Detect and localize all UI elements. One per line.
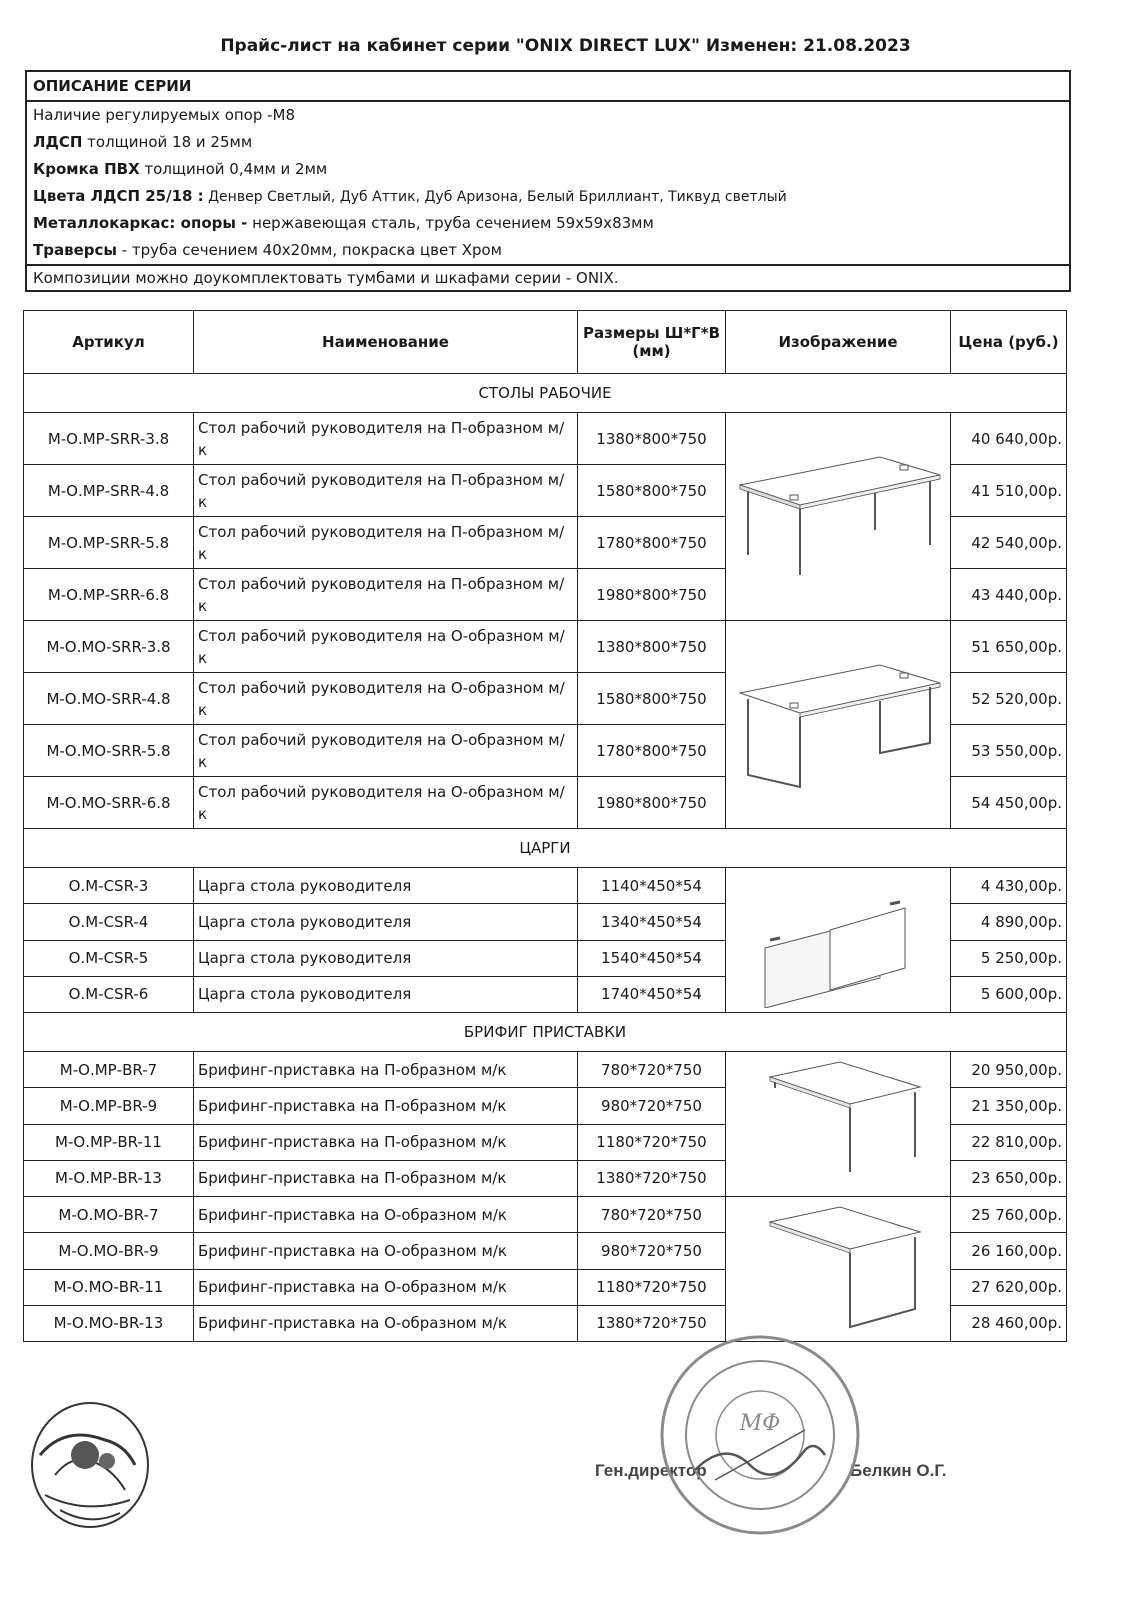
price-cell: 5 600,00р.	[951, 976, 1067, 1012]
footer	[0, 1411, 1131, 1560]
size-cell: 1780*800*750	[578, 725, 726, 777]
series-description	[25, 70, 1071, 292]
size-cell: 1340*450*54	[578, 904, 726, 940]
product-image	[726, 621, 951, 829]
price-cell: 4 430,00р.	[951, 868, 1067, 904]
name-cell: Брифинг-приставка на П-образном м/к	[194, 1124, 578, 1160]
table-header-row	[24, 311, 1067, 374]
size-cell: 980*720*750	[578, 1233, 726, 1269]
table-row	[24, 868, 1067, 904]
article-cell: О.М-CSR-6	[24, 976, 194, 1012]
name-cell: Царга стола руководителя	[194, 868, 578, 904]
header-article: Артикул	[24, 311, 194, 374]
article-cell: М-О.МР-BR-7	[24, 1052, 194, 1088]
product-drawing-icon	[730, 1197, 950, 1337]
product-image	[726, 413, 951, 621]
name-cell: Стол рабочий руководителя на О-образном м/к	[194, 725, 578, 777]
section-row	[24, 1013, 1067, 1052]
table-row	[24, 1052, 1067, 1088]
name-cell: Царга стола руководителя	[194, 904, 578, 940]
header-price: Цена (руб.)	[951, 311, 1067, 374]
price-cell: 42 540,00р.	[951, 517, 1067, 569]
size-cell: 780*720*750	[578, 1197, 726, 1233]
size-cell: 1980*800*750	[578, 777, 726, 829]
company-stamp	[655, 1330, 865, 1540]
name-cell: Брифинг-приставка на О-образном м/к	[194, 1233, 578, 1269]
section-title: ЦАРГИ	[24, 829, 1067, 868]
article-cell: М-О.МО-SRR-3.8	[24, 621, 194, 673]
table-row	[24, 621, 1067, 673]
name-cell: Стол рабочий руководителя на П-образном м/к	[194, 413, 578, 465]
price-cell: 27 620,00р.	[951, 1269, 1067, 1305]
article-cell: М-О.МР-SRR-3.8	[24, 413, 194, 465]
price-cell: 51 650,00р.	[951, 621, 1067, 673]
series-heading: ОПИСАНИЕ СЕРИИ	[27, 72, 1069, 102]
price-cell: 5 250,00р.	[951, 940, 1067, 976]
size-cell: 1180*720*750	[578, 1269, 726, 1305]
product-drawing-icon	[730, 868, 950, 1008]
article-cell: М-О.МР-SRR-5.8	[24, 517, 194, 569]
price-cell: 26 160,00р.	[951, 1233, 1067, 1269]
size-cell: 1980*800*750	[578, 569, 726, 621]
name-cell: Стол рабочий руководителя на П-образном м/к	[194, 517, 578, 569]
price-cell: 21 350,00р.	[951, 1088, 1067, 1124]
name-cell: Стол рабочий руководителя на О-образном м/к	[194, 621, 578, 673]
company-logo	[25, 1395, 165, 1535]
article-cell: М-О.МО-SRR-5.8	[24, 725, 194, 777]
series-line: Наличие регулируемых опор -М8	[33, 106, 296, 124]
header-name: Наименование	[194, 311, 578, 374]
size-cell: 1540*450*54	[578, 940, 726, 976]
size-cell: 1380*720*750	[578, 1305, 726, 1341]
article-cell: М-О.МО-SRR-4.8	[24, 673, 194, 725]
name-cell: Стол рабочий руководителя на О-образном м/к	[194, 777, 578, 829]
series-line: Траверсы - труба сечением 40х20мм, покраска цвет Хром	[33, 241, 503, 259]
article-cell: М-О.МР-SRR-4.8	[24, 465, 194, 517]
article-cell: М-О.МО-BR-11	[24, 1269, 194, 1305]
product-image	[726, 868, 951, 1013]
price-cell: 28 460,00р.	[951, 1305, 1067, 1341]
page-title: Прайс-лист на кабинет серии "ONIX DIRECT LUX" Изменен: 21.08.2023	[220, 36, 911, 56]
signature-name: Белкин О.Г.	[850, 1461, 947, 1480]
article-cell: О.М-CSR-5	[24, 940, 194, 976]
article-cell: М-О.МР-BR-11	[24, 1124, 194, 1160]
article-cell: О.М-CSR-4	[24, 904, 194, 940]
name-cell: Брифинг-приставка на О-образном м/к	[194, 1197, 578, 1233]
size-cell: 1580*800*750	[578, 465, 726, 517]
size-cell: 1380*720*750	[578, 1160, 726, 1196]
size-cell: 1380*800*750	[578, 621, 726, 673]
header-image: Изображение	[726, 311, 951, 374]
series-note: Композиции можно доукомплектовать тумбами и шкафами серии - ONIX.	[27, 264, 1069, 290]
price-cell: 23 650,00р.	[951, 1160, 1067, 1196]
article-cell: М-О.МО-BR-13	[24, 1305, 194, 1341]
price-cell: 43 440,00р.	[951, 569, 1067, 621]
product-drawing-icon	[730, 415, 950, 615]
section-title: БРИФИГ ПРИСТАВКИ	[24, 1013, 1067, 1052]
article-cell: О.М-CSR-3	[24, 868, 194, 904]
price-cell: 41 510,00р.	[951, 465, 1067, 517]
product-drawing-icon	[730, 623, 950, 823]
svg-text:МФ: МФ	[739, 1411, 781, 1436]
size-cell: 1380*800*750	[578, 413, 726, 465]
price-cell: 52 520,00р.	[951, 673, 1067, 725]
price-cell: 25 760,00р.	[951, 1197, 1067, 1233]
series-line: Цвета ЛДСП 25/18 : Денвер Светлый, Дуб Аттик, Дуб Аризона, Белый Бриллиант, Тиквуд светлый	[33, 187, 787, 205]
product-drawing-icon	[730, 1052, 950, 1192]
price-cell: 53 550,00р.	[951, 725, 1067, 777]
name-cell: Стол рабочий руководителя на П-образном м/к	[194, 569, 578, 621]
price-cell: 40 640,00р.	[951, 413, 1067, 465]
price-cell: 20 950,00р.	[951, 1052, 1067, 1088]
price-table	[23, 310, 1067, 1342]
name-cell: Брифинг-приставка на П-образном м/к	[194, 1160, 578, 1196]
size-cell: 1740*450*54	[578, 976, 726, 1012]
product-image	[726, 1197, 951, 1342]
product-image	[726, 1052, 951, 1197]
article-cell: М-О.МО-BR-9	[24, 1233, 194, 1269]
series-line: Металлокаркас: опоры - нержавеющая сталь, труба сечением 59х59х83мм	[33, 214, 654, 232]
size-cell: 1780*800*750	[578, 517, 726, 569]
size-cell: 980*720*750	[578, 1088, 726, 1124]
header-size: Размеры Ш*Г*В (мм)	[578, 311, 726, 374]
section-title: СТОЛЫ РАБОЧИЕ	[24, 374, 1067, 413]
table-row	[24, 1197, 1067, 1233]
price-table-body	[24, 374, 1067, 1342]
price-cell: 54 450,00р.	[951, 777, 1067, 829]
name-cell: Стол рабочий руководителя на П-образном м/к	[194, 465, 578, 517]
signature-position: Ген.директор	[595, 1461, 707, 1480]
name-cell: Царга стола руководителя	[194, 976, 578, 1012]
size-cell: 1140*450*54	[578, 868, 726, 904]
table-row	[24, 413, 1067, 465]
price-cell: 4 890,00р.	[951, 904, 1067, 940]
name-cell: Царга стола руководителя	[194, 940, 578, 976]
section-row	[24, 829, 1067, 868]
series-line: Кромка ПВХ толщиной 0,4мм и 2мм	[33, 160, 328, 178]
name-cell: Стол рабочий руководителя на О-образном м/к	[194, 673, 578, 725]
series-line: ЛДСП толщиной 18 и 25мм	[33, 133, 253, 151]
section-row	[24, 374, 1067, 413]
size-cell: 780*720*750	[578, 1052, 726, 1088]
name-cell: Брифинг-приставка на П-образном м/к	[194, 1052, 578, 1088]
price-cell: 22 810,00р.	[951, 1124, 1067, 1160]
name-cell: Брифинг-приставка на П-образном м/к	[194, 1088, 578, 1124]
name-cell: Брифинг-приставка на О-образном м/к	[194, 1269, 578, 1305]
article-cell: М-О.МР-BR-9	[24, 1088, 194, 1124]
article-cell: М-О.МО-BR-7	[24, 1197, 194, 1233]
size-cell: 1580*800*750	[578, 673, 726, 725]
article-cell: М-О.МР-BR-13	[24, 1160, 194, 1196]
name-cell: Брифинг-приставка на О-образном м/к	[194, 1305, 578, 1341]
article-cell: М-О.МР-SRR-6.8	[24, 569, 194, 621]
article-cell: М-О.МО-SRR-6.8	[24, 777, 194, 829]
size-cell: 1180*720*750	[578, 1124, 726, 1160]
